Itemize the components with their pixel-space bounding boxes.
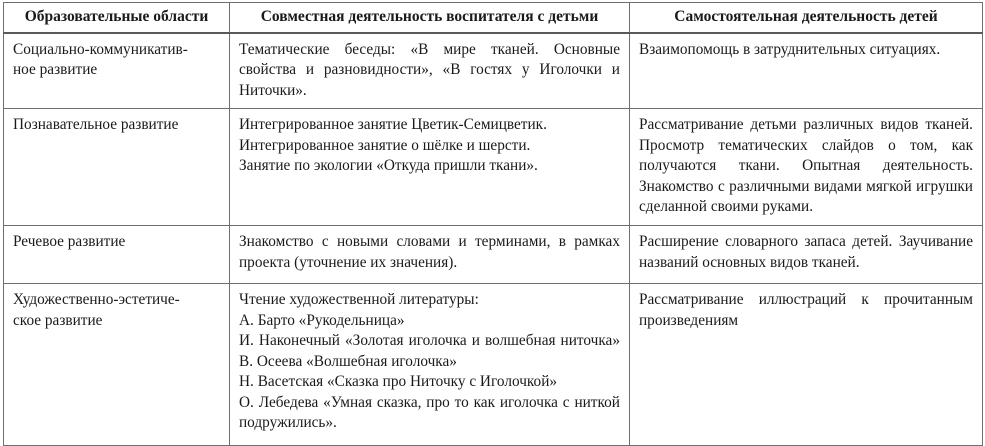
cell-joint-activity: Тематические беседы: «В мире тканей. Основные свойства и разновидности», «В гостях у Иголочки и Ниточки». [230,33,630,109]
area-line-2: ное развитие [13,61,98,79]
cell-joint-activity: Знакомство с новыми словами и терминами, в рамках проекта (уточнение их значения). [230,226,630,284]
joint-line-2: Интегрированное занятие о шёлке и шерсти. [239,136,531,154]
cell-self-activity: Рассматривание иллюстраций к прочитанным произведениям [630,284,983,446]
column-header-educational-areas: Образовательные области [4,3,230,33]
cell-self-activity: Взаимопомощь в затруднительных ситуациях. [630,33,983,109]
table-row [4,284,983,446]
joint-item-2: И. Наконечный «Золотая иголочка и волшебная ниточка» В. Осеева «Волшебная иголочка» [239,332,620,370]
joint-item-3: Н. Васетская «Сказка про Ниточку с Иголочкой» [239,373,558,391]
cell-joint-activity [230,109,630,226]
joint-line-3: Занятие по экологии «Откуда пришли ткани». [239,157,538,175]
cell-joint-activity [230,284,630,446]
cell-educational-area [4,284,230,446]
table-body [4,33,983,446]
table-row [4,226,983,284]
column-header-self-activity: Самостоятельная деятельность детей [630,3,983,33]
cell-self-activity: Расширение словарного запаса детей. Заучивание названий основных видов тканей. [630,226,983,284]
area-line-1: Социально-коммуникатив- [13,40,188,58]
cell-self-activity: Рассматривание детьми различных видов тканей. Просмотр тематических слайдов о том, как получаются ткани. Опытная деятельность. Знакомство с различными видами мягкой игрушки сделанной своими руками. [630,109,983,226]
joint-line-1: Интегрированное занятие Цветик-Семицветик. [239,116,547,134]
area-line-2: ское развитие [13,311,103,329]
cell-educational-area [4,33,230,109]
cell-educational-area: Познавательное развитие [4,109,230,226]
joint-item-4: О. Лебедева «Умная сказка, про то как иголочка с ниткой подружились». [239,393,620,432]
column-header-joint-activity: Совместная деятельность воспитателя с детьми [230,3,630,33]
educational-areas-table [3,2,983,446]
table-row [4,109,983,226]
area-line-1: Художественно-эстетиче- [13,291,180,309]
cell-educational-area: Речевое развитие [4,226,230,284]
table-header-row [4,3,983,33]
table-row [4,33,983,109]
table-header [4,3,983,33]
joint-intro: Чтение художественной литературы: [239,291,479,309]
joint-item-1: А. Барто «Рукодельница» [239,311,405,329]
